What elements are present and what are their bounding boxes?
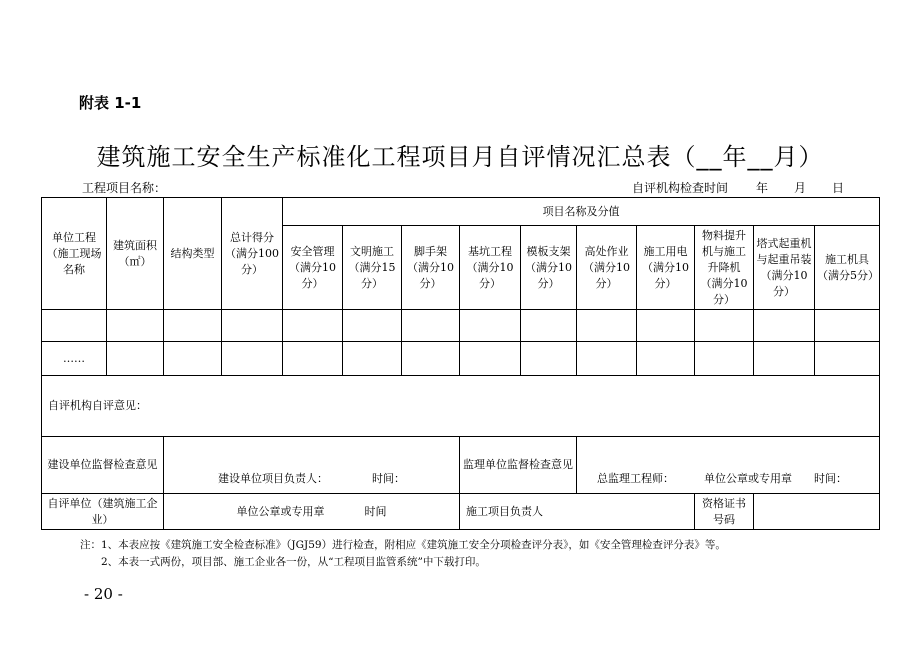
- appendix-label: 附表 1-1: [79, 94, 142, 112]
- header-item: 基坑工程（满分10分）: [460, 226, 521, 310]
- header-item: 文明施工（满分15分）: [343, 226, 402, 310]
- cert-no-value: [754, 494, 880, 530]
- build-unit-sign-cell: [164, 437, 460, 494]
- check-time-line: [632, 179, 844, 196]
- header-item: 安全管理（满分10分）: [283, 226, 343, 310]
- header-item: 施工用电（满分10分）: [637, 226, 695, 310]
- header-item: 脚手架（满分10分）: [402, 226, 460, 310]
- header-unit: 单位工程（施工现场名称: [42, 198, 107, 310]
- self-unit-time-label: 时间: [364, 504, 387, 518]
- note-line: 2、本表一式两份，项目部、施工企业各一份，从“工程项目监管系统”中下载打印。: [101, 556, 486, 568]
- table-row: [42, 342, 880, 376]
- build-unit-label: 建设单位监督检查意见: [42, 437, 164, 494]
- self-unit-label: 自评单位（建筑施工企业）: [42, 494, 164, 530]
- supervise-time-label: 时间：: [814, 472, 847, 485]
- summary-table: [41, 197, 880, 530]
- header-structure: 结构类型: [164, 198, 222, 310]
- page-number: - 20 -: [84, 585, 123, 603]
- header-item: 物料提升机与施工升降机（满分10分）: [695, 226, 754, 310]
- note-line: 注：1、本表应按《建筑施工安全检查标准》（JGJ59）进行检查，附相应《建筑施工安全分项检查评分表》，如《安全管理检查评分表》等。: [80, 539, 726, 551]
- month-label: 月: [794, 181, 807, 195]
- notes: [80, 537, 726, 571]
- day-label: 日: [832, 181, 845, 195]
- header-item: 高处作业（满分10分）: [577, 226, 637, 310]
- header-area: 建筑面积（㎡）: [107, 198, 164, 310]
- page-title: 建筑施工安全生产标准化工程项目月自评情况汇总表（__年__月）: [96, 143, 824, 171]
- header-item-group: 项目名称及分值: [283, 198, 880, 226]
- cert-no-label: 资格证书号码: [695, 494, 754, 530]
- header-total: 总计得分（满分100分）: [222, 198, 283, 310]
- self-unit-seal-label: 单位公章或专用章: [236, 504, 325, 518]
- project-manager-label: 施工项目负责人: [460, 494, 695, 530]
- supervise-label: 监理单位监督检查意见: [460, 437, 577, 494]
- self-opinion-cell: 自评机构自评意见：: [42, 376, 880, 437]
- year-label: 年: [756, 181, 769, 195]
- self-unit-seal-cell: [164, 494, 460, 530]
- table-row: [42, 310, 880, 342]
- ellipsis-cell: ……: [42, 342, 107, 376]
- chief-engineer-label: 总监理工程师：: [597, 472, 674, 485]
- header-item: 模板支架（满分10分）: [521, 226, 577, 310]
- supervise-seal-label: 单位公章或专用章: [704, 472, 792, 485]
- header-item: 施工机具（满分5分）: [815, 226, 880, 310]
- build-unit-sign-label: 建设单位项目负责人：: [218, 472, 328, 485]
- project-name-label: 工程项目名称：: [82, 181, 167, 195]
- build-unit-time-label: 时间：: [372, 472, 405, 485]
- supervise-sign-cell: [577, 437, 880, 494]
- header-item: 塔式起重机与起重吊装（满分10分）: [754, 226, 815, 310]
- check-time-label: 自评机构检查时间: [632, 181, 729, 195]
